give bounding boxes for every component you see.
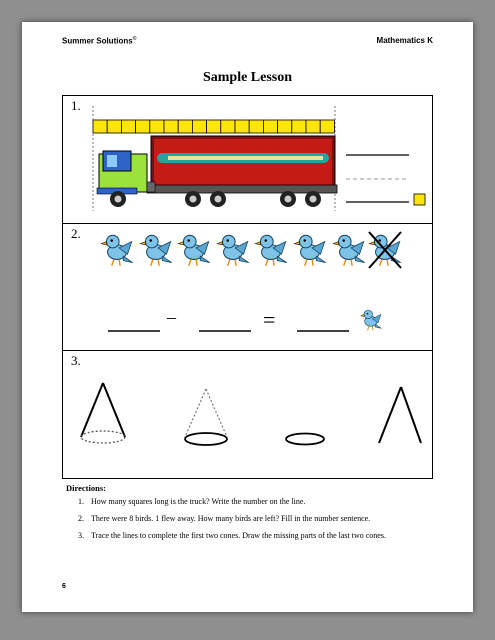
cone-icon (81, 383, 125, 443)
problem-number: 1. (71, 98, 81, 113)
measure-square (207, 120, 221, 133)
unit-square-icon (414, 194, 425, 205)
cone-icon (185, 389, 227, 445)
truck-figure (63, 96, 434, 225)
page-title: Sample Lesson (202, 70, 293, 85)
worksheet-page (22, 22, 473, 612)
measure-square (107, 120, 121, 133)
measure-square (178, 120, 192, 133)
measure-square (306, 120, 320, 133)
bird-icon (101, 235, 133, 265)
measure-square (93, 120, 107, 133)
bird-icon (140, 235, 172, 265)
direction-item: 3. Trace the lines to complete the first two cones. Draw the missing parts of the last two cones. (78, 531, 386, 540)
directions-list (78, 497, 386, 548)
bird-icon (217, 235, 249, 265)
measure-square (221, 120, 235, 133)
directions-heading: Directions: (66, 483, 106, 493)
bird-icon (294, 235, 326, 265)
direction-item: 1. How many squares long is the truck? Write the number on the line. (78, 497, 306, 506)
problem-2-box (62, 223, 433, 351)
measure-square (136, 120, 150, 133)
header-right: Mathematics K (376, 36, 433, 45)
measure-square (192, 120, 206, 133)
measure-square (263, 120, 277, 133)
measure-square (164, 120, 178, 133)
minus-sign: – (167, 307, 176, 327)
page-number: 6 (62, 583, 66, 590)
problem-3-box (62, 350, 433, 479)
cone-base-icon (286, 434, 324, 445)
measure-square (292, 120, 306, 133)
birds-figure (63, 224, 434, 352)
equals-sign: = (263, 307, 276, 332)
truck-icon (97, 136, 337, 207)
problem-number: 3. (71, 353, 81, 368)
header-left: Summer Solutions© (62, 36, 137, 46)
problem-number: 2. (71, 226, 81, 241)
measure-square (150, 120, 164, 133)
measure-square (235, 120, 249, 133)
cones-figure (63, 351, 434, 480)
measure-square (121, 120, 135, 133)
bird-icon (361, 310, 382, 330)
bird-icon (333, 235, 365, 265)
measure-square (278, 120, 292, 133)
measure-square (249, 120, 263, 133)
measure-square (320, 120, 334, 133)
measure-squares (93, 120, 334, 133)
bird-icon (255, 235, 287, 265)
bird-icon (178, 235, 210, 265)
problem-1-box (62, 95, 433, 224)
cone-sides-icon (379, 387, 421, 443)
direction-item: 2. There were 8 birds. 1 flew away. How many birds are left? Fill in the number sentence. (78, 514, 371, 523)
